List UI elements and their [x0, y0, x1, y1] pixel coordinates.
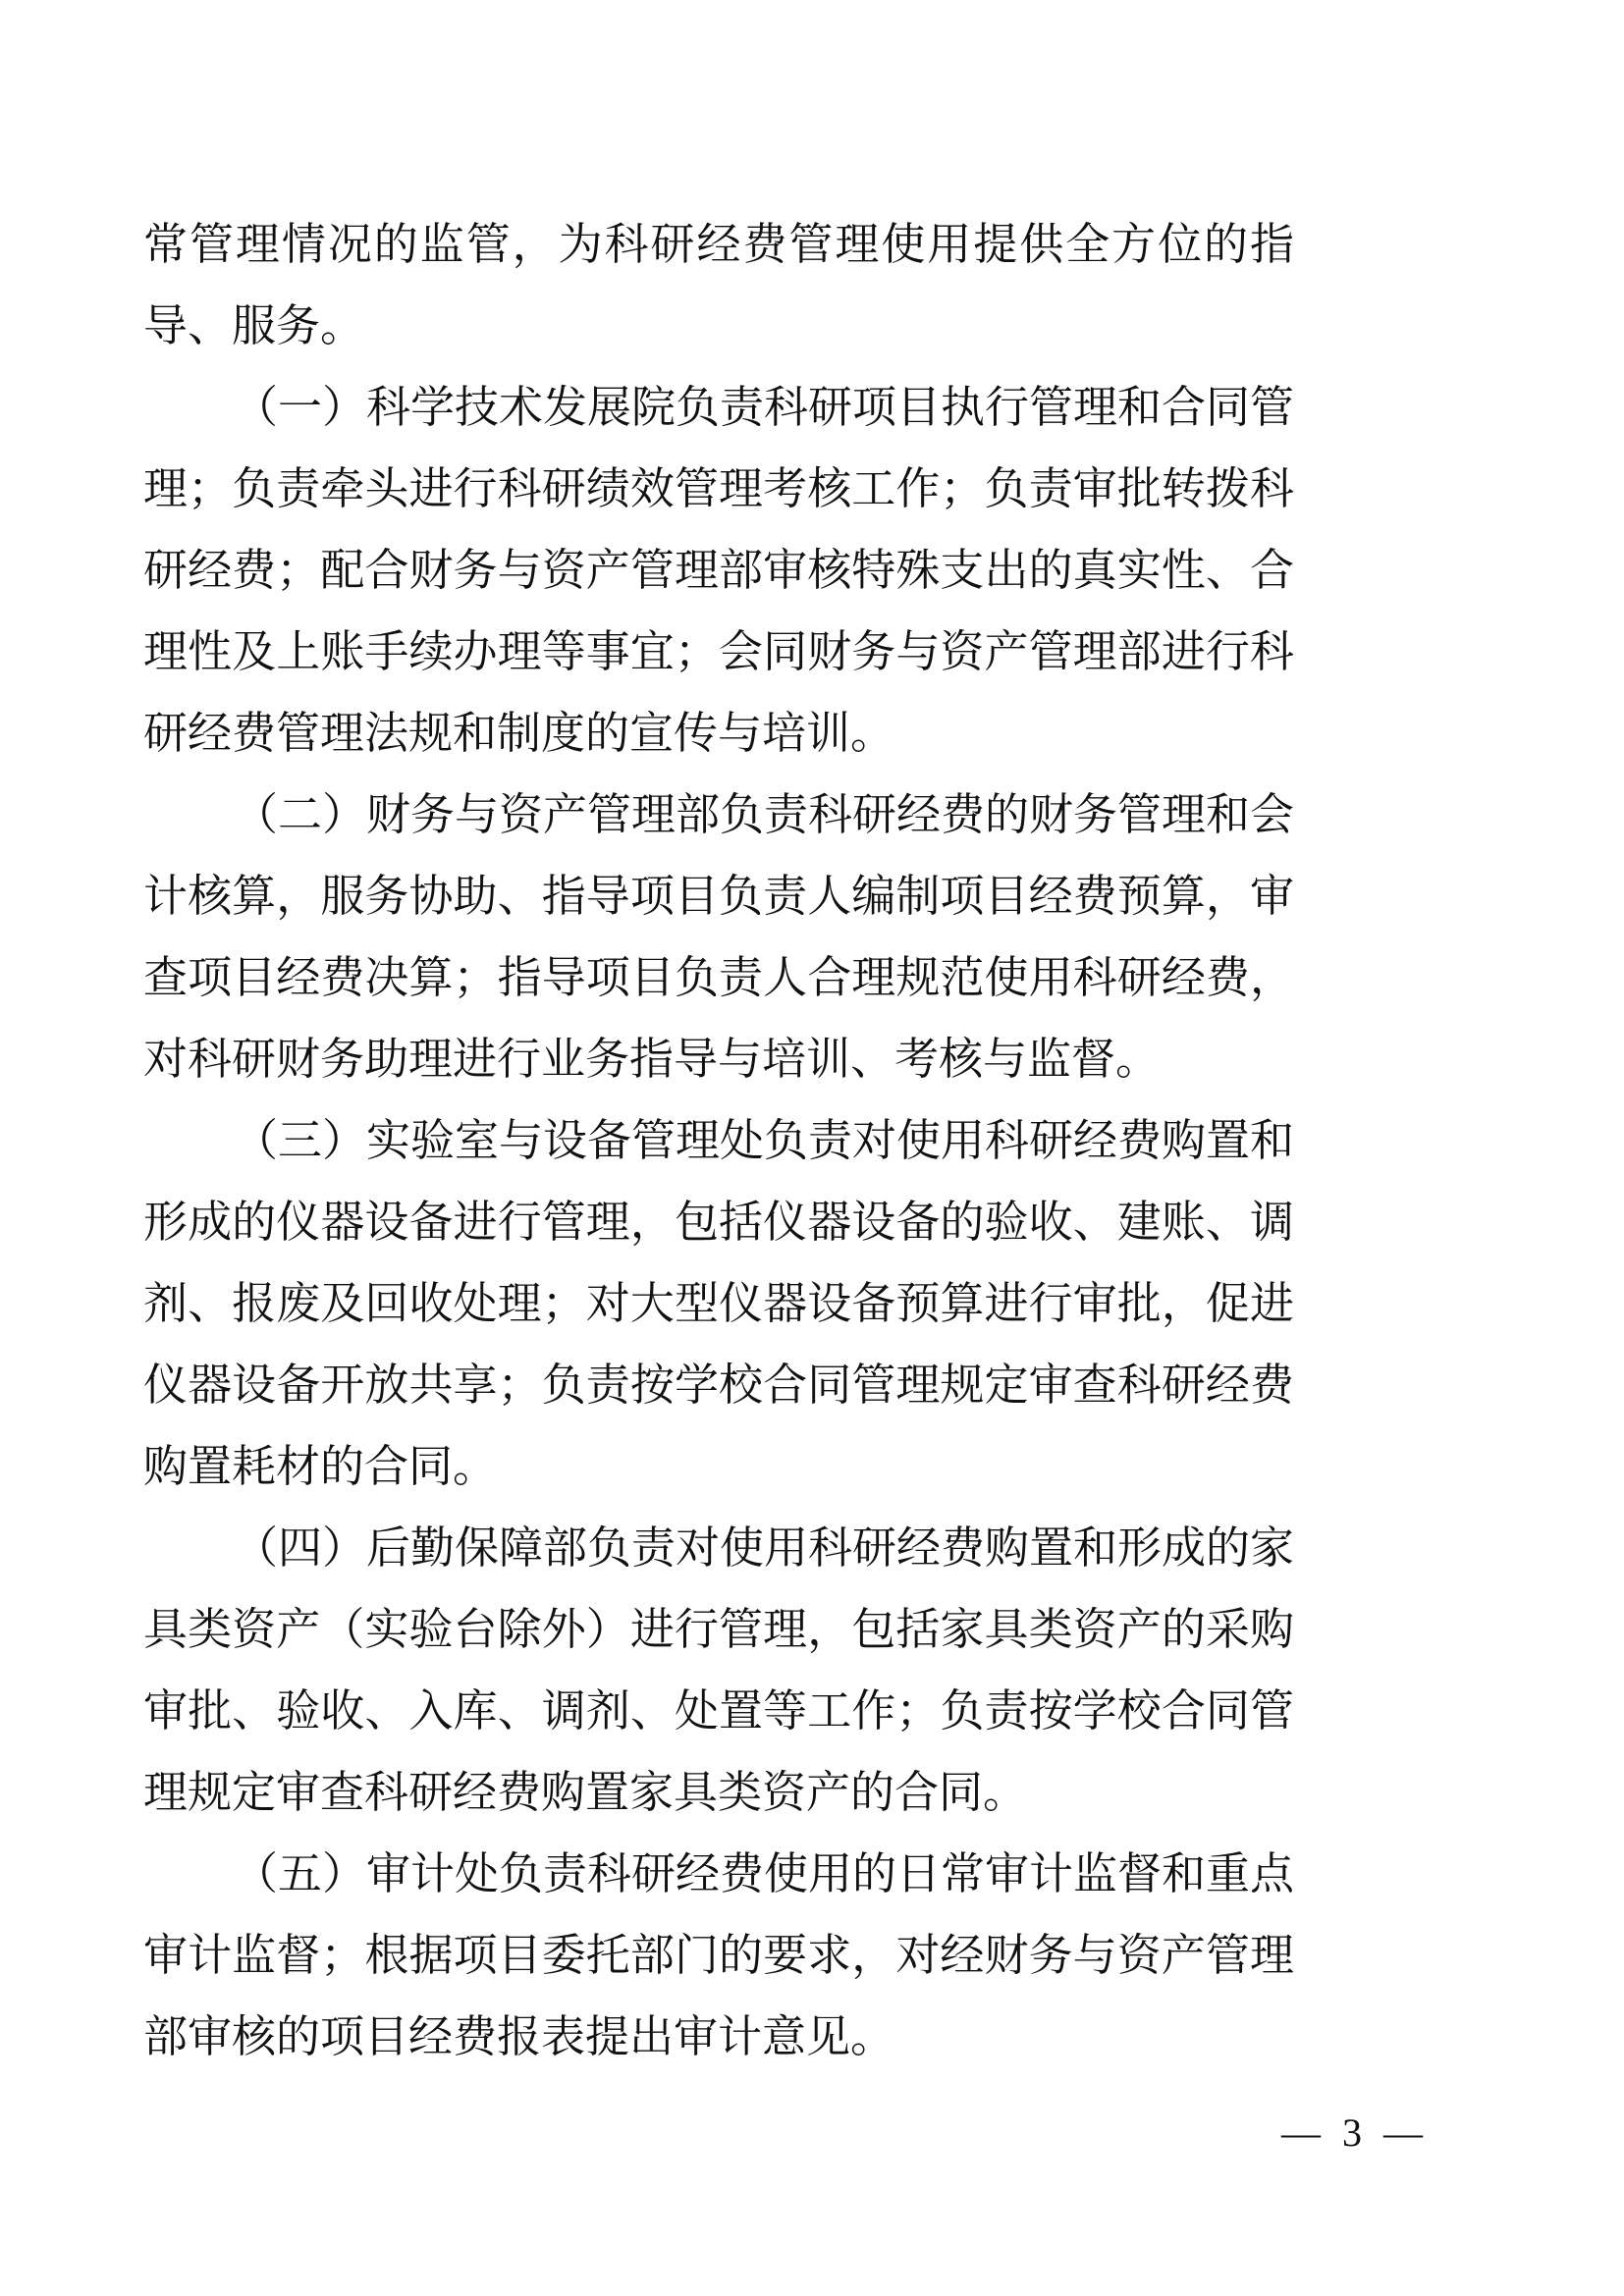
paragraph-item-1: （一）科学技术发展院负责科研项目执行管理和合同管理；负责牵头进行科研绩效管理考核工作；负责审批转拨科研经费；配合财务与资产管理部审核特殊支出的真实性、合理性及上账手续办理等事宜；会同财务与资产管理部进行科研经费管理法规和制度的宣传与培训。 [143, 383, 1295, 758]
paragraph-item-4: （四）后勤保障部负责对使用科研经费购置和形成的家具类资产（实验台除外）进行管理，包括家具类资产的采购审批、验收、入库、调剂、处置等工作；负责按学校合同管理规定审查科研经费购置家具类资产的合同。 [143, 1523, 1295, 1817]
paragraph-item-3: （三）实验室与设备管理处负责对使用科研经费购置和形成的仪器设备进行管理，包括仪器设备的验收、建账、调剂、报废及回收处理；对大型仪器设备预算进行审批，促进仪器设备开放共享；负责按学校合同管理规定审查科研经费购置耗材的合同。 [143, 1116, 1295, 1491]
paragraph-continuation: 常管理情况的监管，为科研经费管理使用提供全方位的指导、服务。 [143, 220, 1294, 350]
text-body [143, 204, 1294, 2078]
paragraph-item-2: （二）财务与资产管理部负责科研经费的财务管理和会计核算，服务协助、指导项目负责人编制项目经费预算，审查项目经费决算；指导项目负责人合理规范使用科研经费，对科研财务助理进行业务指导与培训、考核与监督。 [143, 790, 1295, 1084]
footer-page-number: — 3 — [1281, 2110, 1429, 2155]
paragraph-item-5: （五）审计处负责科研经费使用的日常审计监督和重点审计监督；根据项目委托部门的要求，对经财务与资产管理部审核的项目经费报表提出审计意见。 [143, 1849, 1295, 2061]
